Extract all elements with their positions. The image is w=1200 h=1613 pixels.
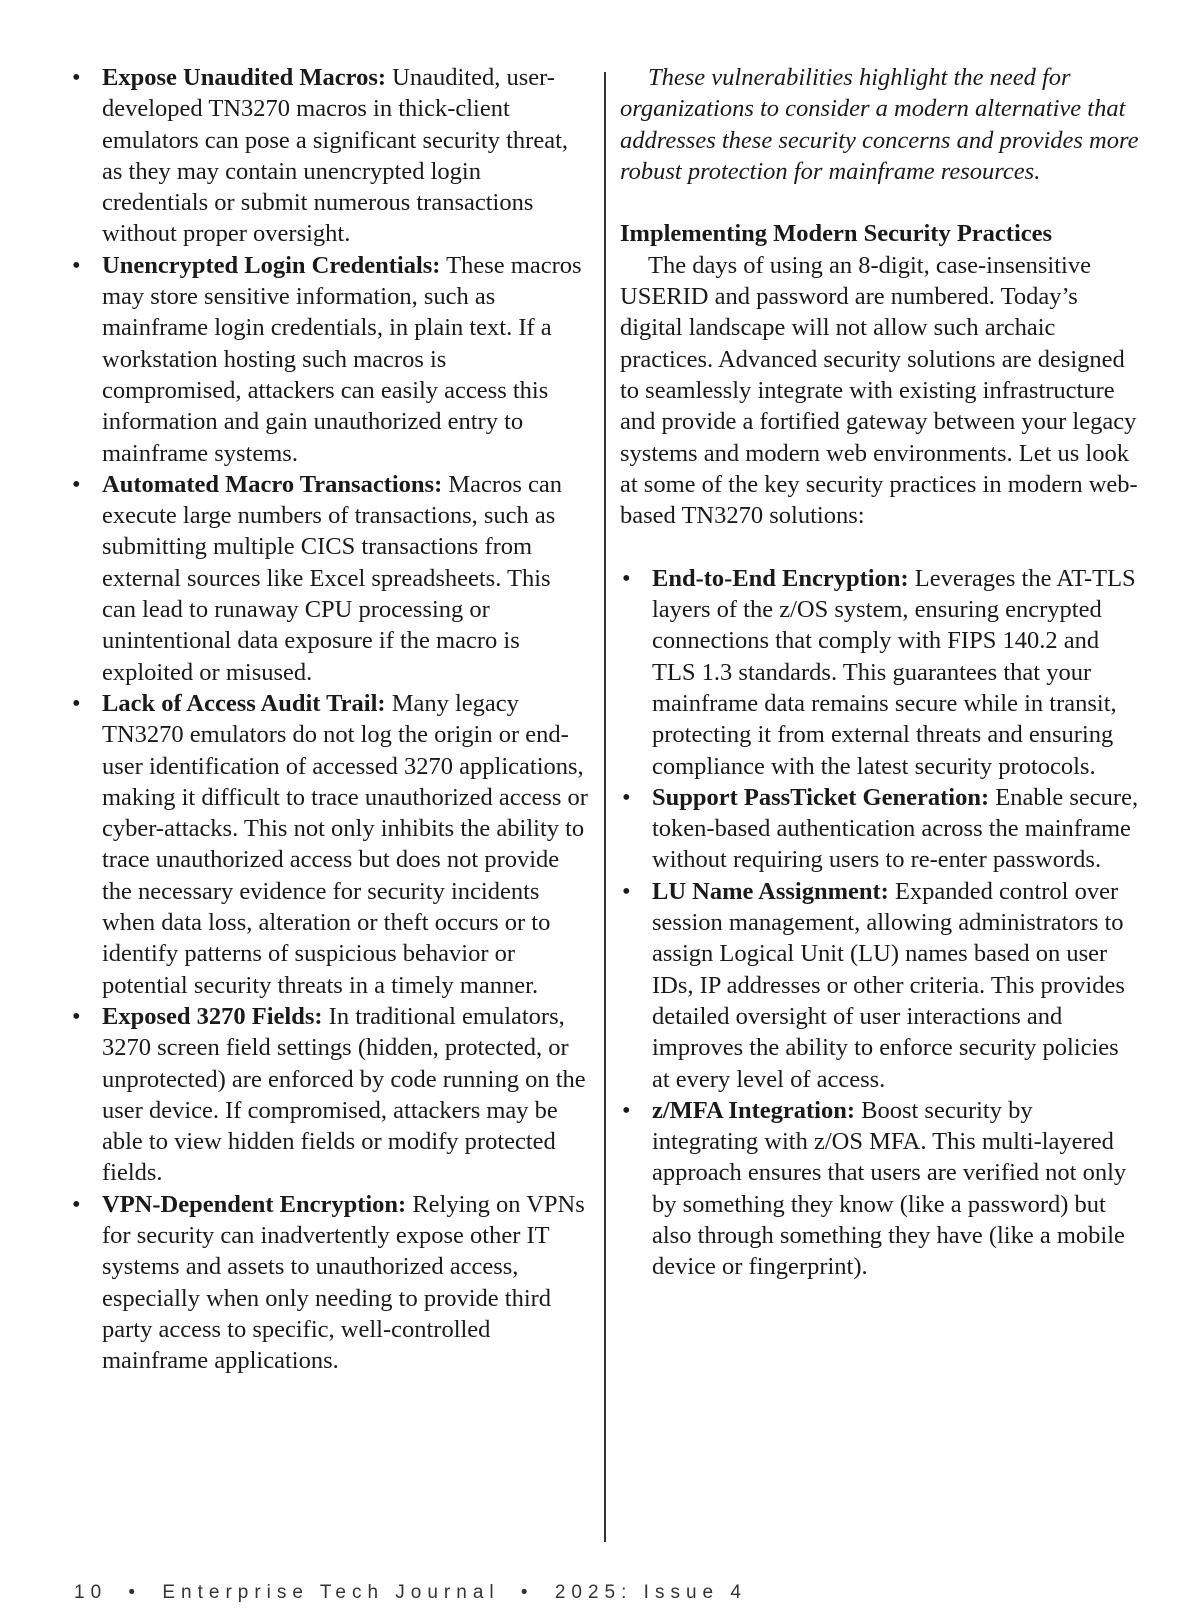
item-text: Macros can execute large numbers of transactions, such as submitting multiple CICS transactions from external sources like Excel spreadsheets. This can lead to runaway CPU processing or unintentional data exposure if the macro is exploited or misused. bbox=[102, 470, 562, 686]
spacer bbox=[620, 187, 1140, 218]
item-term: Expose Unaudited Macros: bbox=[102, 64, 387, 91]
bullet-icon: • bbox=[622, 783, 631, 811]
item-term: LU Name Assignment: bbox=[652, 877, 889, 905]
bullet-icon: • bbox=[72, 64, 81, 91]
page-number: 10 bbox=[74, 1582, 108, 1603]
list-item bbox=[70, 1189, 590, 1377]
intro-paragraph: These vulnerabilities highlight the need for organizations to consider a modern alternative that addresses these security concerns and provides more robust protection for mainframe resources. bbox=[620, 64, 1139, 185]
item-text: Boost security by integrating with z/OS MFA. This multi-layered approach ensures that users are verified not only by something they know (like a password) but also through something they have (like a mobile device or fingerprint). bbox=[652, 1096, 1127, 1281]
bullet-icon: • bbox=[72, 1002, 81, 1030]
item-term: z/MFA Integration: bbox=[652, 1096, 855, 1124]
item-text: Many legacy TN3270 emulators do not log the origin or end-user identification of accessed 3270 applications, making it difficult to trace unauthorized access or cyber-attacks. This not only inhibits the ability to trace unauthorized access but does not provide the necessary evidence for security incidents when data loss, alteration or theft occurs or to identify patterns of suspicious behavior or potential security threats in a timely manner. bbox=[102, 689, 588, 999]
item-text: Leverages the AT-TLS layers of the z/OS system, ensuring encrypted connections that comply with FIPS 140.2 and TLS 1.3 standards. This guarantees that your mainframe data remains secure while in transit, protecting it from external threats and ensuring compliance with the latest security protocols. bbox=[652, 564, 1136, 780]
list-item bbox=[70, 688, 590, 1001]
list-item bbox=[70, 1001, 590, 1189]
page-footer bbox=[74, 1582, 747, 1604]
item-text: These macros may store sensitive information, such as mainframe login credentials, in plain text. If a workstation hosting such macros is compromised, attackers can easily access this information and gain unauthorized entry to mainframe systems. bbox=[102, 251, 582, 467]
list-item bbox=[70, 469, 590, 688]
item-text: In traditional emulators, 3270 screen field settings (hidden, protected, or unprotected) are enforced by code running on the user device. If compromised, attackers may be able to view hidden fields or modify protected fields. bbox=[102, 1002, 586, 1187]
item-term: Support PassTicket Generation: bbox=[652, 783, 990, 811]
item-term: Unencrypted Login Credentials: bbox=[102, 251, 441, 279]
vulnerability-list bbox=[70, 62, 590, 1376]
item-text: Relying on VPNs for security can inadvertently expose other IT systems and assets to unauthorized access, especially when only needing to provide third party access to specific, well-controlled mainframe applications. bbox=[102, 1190, 585, 1375]
footer-separator: • bbox=[520, 1582, 534, 1603]
item-text: Expanded control over session management, allowing administrators to assign Logical Unit (LU) names based on user IDs, IP addresses or other criteria. This provides detailed oversight of user interactions and improves the ability to enforce security policies at every level of access. bbox=[652, 877, 1125, 1093]
practices-list bbox=[620, 563, 1140, 1283]
footer-separator: • bbox=[128, 1582, 142, 1603]
publication-name: Enterprise Tech Journal bbox=[162, 1582, 500, 1603]
bullet-icon: • bbox=[72, 251, 81, 279]
bullet-icon: • bbox=[622, 1096, 631, 1124]
list-item bbox=[620, 563, 1140, 782]
item-text: Enable secure, token-based authentication across the mainframe without requiring users to re-enter passwords. bbox=[652, 783, 1139, 874]
left-column bbox=[70, 62, 590, 1376]
issue-label: 2025: Issue 4 bbox=[554, 1582, 747, 1603]
item-term: Lack of Access Audit Trail: bbox=[102, 689, 386, 717]
section-heading: Implementing Modern Security Practices bbox=[620, 220, 1053, 248]
bullet-icon: • bbox=[622, 877, 631, 905]
bullet-icon: • bbox=[72, 470, 81, 498]
list-item bbox=[620, 876, 1140, 1095]
column-divider bbox=[604, 72, 606, 1542]
bullet-icon: • bbox=[622, 564, 631, 592]
item-text: Unaudited, user-developed TN3270 macros in thick-client emulators can pose a significant security threat, as they may contain unencrypted login credentials or submit numerous transactions without proper oversight. bbox=[102, 64, 569, 248]
list-item bbox=[70, 250, 590, 469]
item-term: Automated Macro Transactions: bbox=[102, 470, 443, 498]
item-term: Exposed 3270 Fields: bbox=[102, 1002, 323, 1030]
right-column bbox=[620, 62, 1140, 1283]
item-term: End-to-End Encryption: bbox=[652, 564, 909, 592]
bullet-icon: • bbox=[72, 689, 81, 717]
list-item bbox=[620, 782, 1140, 876]
bullet-icon: • bbox=[72, 1190, 81, 1218]
item-term: VPN-Dependent Encryption: bbox=[102, 1190, 407, 1218]
list-item bbox=[620, 1095, 1140, 1283]
spacer bbox=[620, 531, 1140, 562]
body-paragraph: The days of using an 8-digit, case-insensitive USERID and password are numbered. Today’s digital landscape will not allow such archaic practices. Advanced security solutions are designed to seamlessly integrate with existing infrastructure and provide a fortified gateway between your legacy systems and modern web environments. Let us look at some of the key security practices in modern web-based TN3270 solutions: bbox=[620, 251, 1138, 530]
list-item bbox=[70, 62, 590, 250]
